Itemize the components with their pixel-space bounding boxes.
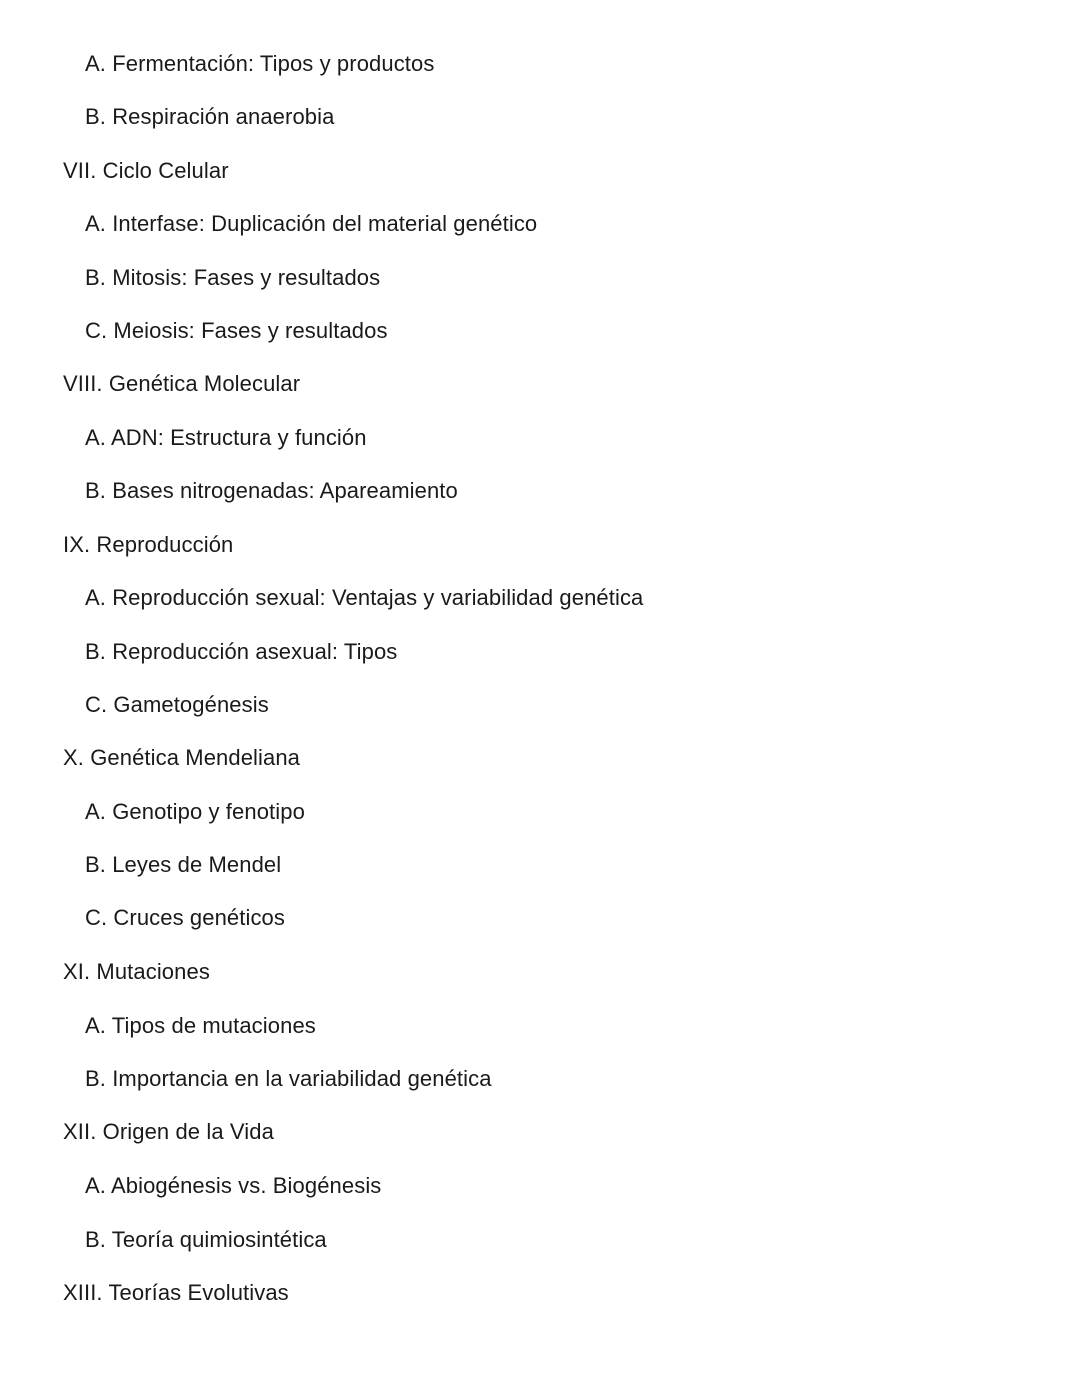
outline-subitem: A. Abiogénesis vs. Biogénesis — [85, 1173, 382, 1198]
outline-subitem: C. Cruces genéticos — [85, 905, 285, 930]
outline-section-heading: IX. Reproducción — [63, 532, 234, 557]
outline-subitem: A. Tipos de mutaciones — [85, 1013, 316, 1038]
outline-section-heading: VII. Ciclo Celular — [63, 158, 229, 183]
outline-subitem: B. Mitosis: Fases y resultados — [85, 265, 381, 290]
outline-subitem: A. Interfase: Duplicación del material genético — [85, 211, 538, 236]
outline-subitem: B. Importancia en la variabilidad genética — [85, 1066, 492, 1091]
outline-section-heading: X. Genética Mendeliana — [63, 745, 301, 770]
outline-subitem: B. Teoría quimiosintética — [85, 1227, 327, 1252]
outline-subitem: B. Reproducción asexual: Tipos — [85, 639, 398, 664]
outline-subitem: C. Meiosis: Fases y resultados — [85, 318, 388, 343]
outline-section-heading: VIII. Genética Molecular — [63, 371, 301, 396]
outline-section-heading: XI. Mutaciones — [63, 959, 210, 984]
outline-subitem: B. Respiración anaerobia — [85, 104, 335, 129]
outline-subitem: C. Gametogénesis — [85, 692, 269, 717]
outline-subitem: A. ADN: Estructura y función — [85, 425, 367, 450]
outline-subitem: A. Fermentación: Tipos y productos — [85, 51, 435, 76]
outline-subitem: B. Bases nitrogenadas: Apareamiento — [85, 478, 458, 503]
outline-subitem: A. Genotipo y fenotipo — [85, 799, 305, 824]
outline-subitem: B. Leyes de Mendel — [85, 852, 282, 877]
outline-subitem: A. Reproducción sexual: Ventajas y variabilidad genética — [85, 585, 644, 610]
outline-section-heading: XIII. Teorías Evolutivas — [63, 1280, 289, 1305]
outline-section-heading: XII. Origen de la Vida — [63, 1119, 274, 1144]
